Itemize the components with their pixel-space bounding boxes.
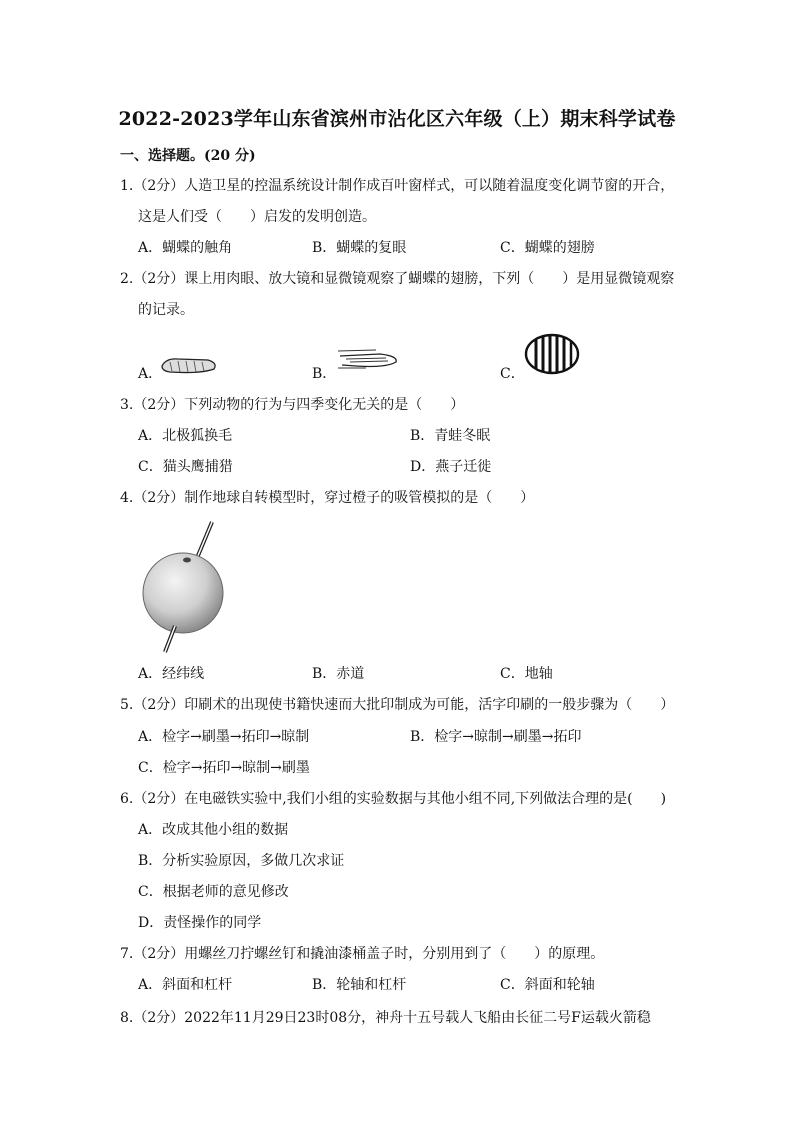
question-6-option-a: A．改成其他小组的数据 xyxy=(138,822,289,838)
question-4-option-b: B．赤道 xyxy=(312,666,365,682)
naked-eye-wing-figure xyxy=(160,354,220,376)
question-4-option-c: C．地轴 xyxy=(500,666,553,682)
question-7-option-c: C．斜面和轮轴 xyxy=(500,977,595,993)
question-5-option-b: B．检字→晾制→刷墨→拓印 xyxy=(410,729,582,745)
orange-straw-figure xyxy=(135,518,235,658)
question-2-option-b: B． xyxy=(312,366,337,382)
question-1-option-c: C．蝴蝶的翅膀 xyxy=(500,240,595,256)
question-5-line-1: 5.（2分）印刷术的出现使书籍快速而大批印制成为可能，活字印刷的一般步骤为（ ） xyxy=(120,697,675,713)
question-1-option-a: A．蝴蝶的触角 xyxy=(138,240,233,256)
question-2-option-a: A． xyxy=(138,366,163,382)
question-1-option-b: B．蝴蝶的复眼 xyxy=(312,240,407,256)
question-6-option-c: C．根据老师的意见修改 xyxy=(138,884,289,900)
question-6-option-b: B．分析实验原因，多做几次求证 xyxy=(138,853,345,869)
question-7-line-1: 7.（2分）用螺丝刀拧螺丝钉和撬油漆桶盖子时，分别用到了（ ）的原理。 xyxy=(120,946,605,962)
microscope-wing-figure xyxy=(524,333,580,375)
question-4-line-1: 4.（2分）制作地球自转模型时，穿过橙子的吸管模拟的是（ ） xyxy=(120,490,535,506)
question-2-line-1: 2.（2分）课上用肉眼、放大镜和显微镜观察了蝴蝶的翅膀，下列（ ）是用显微镜观察 xyxy=(120,271,675,287)
question-3-line-1: 3.（2分）下列动物的行为与四季变化无关的是（ ） xyxy=(120,397,465,413)
question-2-line-2: 的记录。 xyxy=(138,302,194,318)
question-8-line-1: 8.（2分）2022年11月29日23时08分，神舟十五号载人飞船由长征二号F运载火箭稳 xyxy=(120,1010,651,1026)
section-heading: 一、选择题。(20 分) xyxy=(120,148,256,164)
question-2-option-c: C． xyxy=(500,366,525,382)
page-title: 2022-2023学年山东省滨州市沾化区六年级（上）期末科学试卷 xyxy=(118,108,676,130)
question-1-line-2: 这是人们受（ ）启发的发明创造。 xyxy=(138,209,376,225)
question-5-option-a: A．检字→刷墨→拓印→晾制 xyxy=(138,729,310,745)
magnifier-wing-figure xyxy=(336,346,402,372)
question-6-option-d: D．责怪操作的同学 xyxy=(138,915,262,931)
question-6-line-1: 6.（2分）在电磁铁实验中,我们小组的实验数据与其他小组不同,下列做法合理的是( ) xyxy=(120,791,667,807)
question-7-option-a: A．斜面和杠杆 xyxy=(138,977,233,993)
question-3-option-a: A．北极狐换毛 xyxy=(138,428,233,444)
question-3-option-b: B．青蛙冬眠 xyxy=(410,428,491,444)
question-1-line-1: 1.（2分）人造卫星的控温系统设计制作成百叶窗样式，可以随着温度变化调节窗的开合， xyxy=(120,178,675,194)
question-3-option-c: C．猫头鹰捕猎 xyxy=(138,459,233,475)
question-7-option-b: B．轮轴和杠杆 xyxy=(312,977,407,993)
question-3-option-d: D．燕子迁徙 xyxy=(410,459,492,475)
question-5-option-c: C．检字→拓印→晾制→刷墨 xyxy=(138,760,310,776)
question-4-option-a: A．经纬线 xyxy=(138,666,205,682)
